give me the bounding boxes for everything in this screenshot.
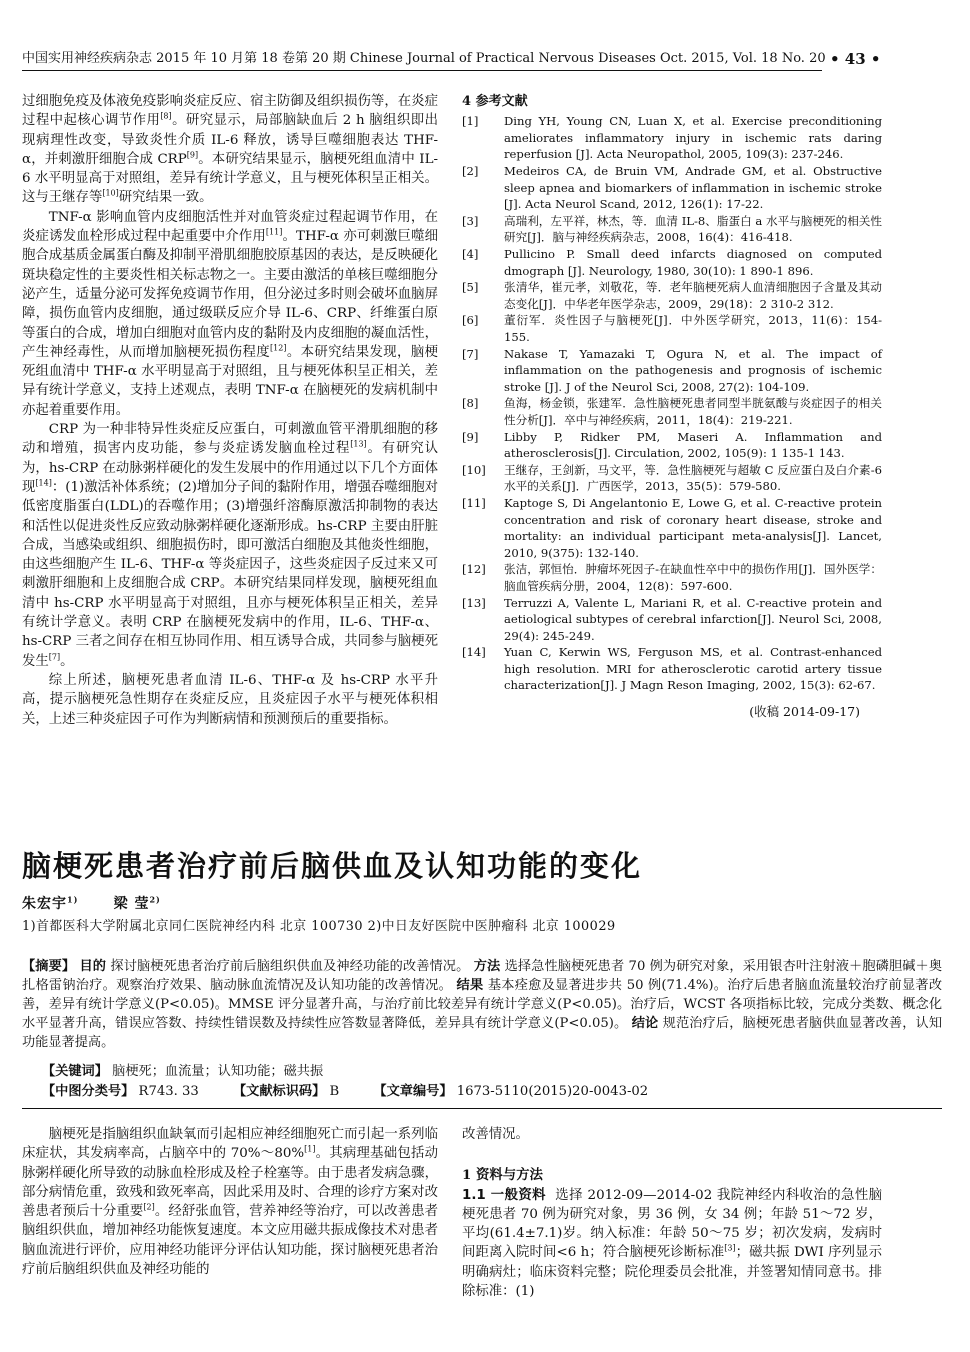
reference-item <box>462 495 882 561</box>
reference-item <box>462 279 882 312</box>
reference-text: Ding YH, Young CN, Luan X, et al. Exercise preconditioning ameliorates inflammatory injury in ischemic rats daring reperfusion [J]. Acta Neuropathol, 2005, 109(3): 237-246. <box>504 114 882 162</box>
running-header <box>22 50 948 68</box>
section-heading: 1 资料与方法 <box>462 1167 543 1184</box>
references-section <box>462 92 882 721</box>
affiliations: 1)首都医科大学附属北京同仁医院神经内科 北京 100730 2)中日友好医院中医肿瘤科 北京 100029 <box>22 919 616 934</box>
paragraph: 改善情况。 <box>462 1127 529 1142</box>
abstract <box>22 957 942 1052</box>
page-number: • 43 • <box>830 50 881 68</box>
reference-text: Medeiros CA, de Bruin VM, Andrade GM, et al. Obstructive sleep apnea and biomarkers of inflammation in ischemic stroke [J]. Acta Neurol Scand, 2012, 126(1): 17-22. <box>504 164 882 212</box>
reference-item <box>462 595 882 645</box>
reference-list <box>462 113 882 694</box>
reference-text: Nakase T, Yamazaki T, Ogura N, et al. The impact of inflammation on the pathogenesis and prognosis of ischemic stroke [J]. J of the Neurol Sci, 2008, 27(2): 104-109. <box>504 346 882 394</box>
article-number-value: 1673-5110(2015)20-0043-02 <box>456 1084 649 1099</box>
reference-text: 高瑞利，左平祥，林杰，等．血清 IL-8、脂蛋白 a 水平与脑梗死的相关性研究[J]．脑与神经疾病杂志，2008，16(4)：416-418. <box>504 213 882 245</box>
reference-item <box>462 346 882 396</box>
reference-item <box>462 113 882 163</box>
paragraph: 1.1 一般资料 选择 2012-09—2014-02 我院神经内科收治的急性脑梗死患者 70 例为研究对象，男 36 例，女 34 例；年龄 51～72 岁，平均(61.4±7.1)岁。纳入标准：年龄 50～75 岁；初次发病，发病时间距离入院时间<6 h；符合脑梗死诊断标准[3]；磁共振 DWI 序列显示明确病灶；临床资料完整；院伦理委员会批准，并签署知情同意书。排除标准：(1) <box>462 1187 883 1300</box>
reference-item <box>462 246 882 279</box>
reference-number: [1] <box>462 114 479 129</box>
abstract-method-label: 方法 <box>473 959 501 974</box>
clc-label: 【中图分类号】 <box>42 1084 135 1099</box>
article-number-label: 【文章编号】 <box>373 1084 453 1099</box>
reference-number: [11] <box>462 495 486 510</box>
reference-item <box>462 312 882 345</box>
abstract-conclusion: 规范治疗后，脑梗死患者脑供血显著改善，认知功能显著提高。 <box>22 1016 943 1050</box>
reference-text: 董衍军．炎性因子与脑梗死[J]．中外医学研究，2013，11(6)：154-155. <box>504 313 882 345</box>
reference-number: [10] <box>462 462 486 477</box>
reference-number: [8] <box>462 396 479 411</box>
reference-item <box>462 395 882 428</box>
paragraph: CRP 为一种非特异性炎症反应蛋白，可刺激血管平滑肌细胞的移动和增殖，损害内皮功能，参与炎症诱发脑血栓过程[13]。有研究认为，hs-CRP 在动脉粥样硬化的发生发展中的作用通过以下几个方面体现[14]：(1)激活补体系统；(2)增加分子间的黏附作用，增强吞噬细胞对低密度脂蛋白(LDL)的吞噬作用；(3)增强纤溶酶原激活抑制物的表达和活性以促进炎性反应致动脉粥样硬化逐渐形成。hs-CRP 主要由肝脏合成，当感染或组织、细胞损伤时，即可激活白细胞及其他炎性细胞，由这些细胞产生 IL-6、THF-α 等炎症因子，这些炎症因子反过来又可刺激肝细胞和上皮细胞合成 CRP。本研究结果同样发现，脑梗死组血清中 hs-CRP 水平明显高于对照组，且亦与梗死体积呈正相关，差异有统计学意义。表明 CRP 在脑梗死发病中的作用，IL-6、THF-α、hs-CRP 三者之间存在相互协同作用、相互诱导合成，共同参与脑梗死发生[7]。 <box>22 422 439 669</box>
divider <box>22 1108 942 1109</box>
reference-item <box>462 561 882 594</box>
paragraph: TNF-α 影响血管内皮细胞活性并对血管炎症过程起调节作用，在炎症诱发血栓形成过程中起重要中介作用[11]。THF-α 亦可刺激巨噬细胞合成基质金属蛋白酶及抑制平滑肌细胞胶原基因的表达，是反映硬化斑块稳定性的主要炎性相关标志物之一。主要由激活的单核巨噬细胞分泌产生，适量分泌可发挥免疫调节作用，但分泌过多时则会破坏血脑屏障，损伤血管内皮细胞，通过级联反应介导 IL-6、CRP、纤维蛋白原等蛋白的合成，增加白细胞对血管内皮的黏附及内皮细胞的凝血活性，产生神经毒性，从而增加脑梗死损伤程度[12]。本研究结果发现，脑梗死组血清中 THF-α 水平明显高于对照组，且与梗死体积呈正相关，差异有统计学意义，支持上述观点，表明 TNF-α 在脑梗死的发病机制中亦起着重要作用。 <box>22 209 439 418</box>
reference-number: [4] <box>462 247 479 262</box>
paragraph: 过细胞免疫及体液免疫影响炎症反应、宿主防御及组织损伤等，在炎症过程中起核心调节作用[8]。研究显示，局部脑缺血后 2 h 脑组织即出现病理性改变，导致炎性介质 IL-6 释放，诱导巨噬细胞表达 THF-α，并刺激肝细胞合成 CRP[9]。本研究结果显示，脑梗死组血清中 IL-6 水平明显高于对照组，差异有统计学意义，且与梗死体积呈正相关。这与王继存等[10]研究结果一致。 <box>22 94 439 206</box>
abstract-method: 选择急性脑梗死患者 70 例为研究对象，采用银杏叶注射液＋胞磷胆碱＋奥扎格雷钠治疗。观察治疗效果、脑动脉血流情况及认知功能的改善情况。 <box>22 959 943 993</box>
classification-line <box>42 1082 648 1101</box>
references-heading: 4 参考文献 <box>462 94 528 109</box>
introduction-left <box>22 1125 438 1279</box>
abstract-conclusion-label: 结论 <box>631 1016 659 1031</box>
left-column-discussion <box>22 92 438 729</box>
reference-text: Terruzzi A, Valente L, Mariani R, et al. C-reactive protein and aetiological subtypes of cerebral infarction[J]. Neurol Sci, 2008, 29(4): 245-249. <box>504 595 882 643</box>
journal-line: 中国实用神经疾病杂志 2015 年 10 月第 18 卷第 20 期 Chinese Journal of Practical Nervous Diseases Oct. 2015, Vol. 18 No. 20 <box>22 51 826 66</box>
doc-code-label: 【文献标识码】 <box>232 1084 326 1099</box>
author-name: 梁 莹 <box>113 896 150 912</box>
received-date: (收稿 2014-09-17) <box>749 704 860 720</box>
reference-text: 张清华，崔元孝，刘敬花，等．老年脑梗死病人血清细胞因子含量及其动态变化[J]．中华老年医学杂志，2009，29(18)：2 310-2 312. <box>504 280 882 311</box>
abstract-goal: 探讨脑梗死患者治疗前后脑组织供血及神经功能的改善情况。 <box>110 959 470 974</box>
header-rule <box>22 70 822 71</box>
body-right <box>462 1125 882 1301</box>
reference-text: Kaptoge S, Di Angelantonio E, Lowe G, et al. C-reactive protein concentration and risk of coronary heart disease, stroke and mortality: an individual participant meta-analysis[J]. Lancet, 2010, 9(375): 132-140. <box>504 495 882 560</box>
author-line: 朱宏宇$^{1)}$ 梁 莹$^{2)}$ <box>22 894 161 912</box>
reference-text: 张洁，郭恒怡．肿瘤坏死因子-在缺血性卒中中的损伤作用[J]．国外医学：脑血管疾病分册，2004，12(8)：597-600. <box>504 562 882 593</box>
abstract-goal-label: 目的 <box>79 959 107 974</box>
reference-number: [3] <box>462 213 479 228</box>
reference-number: [6] <box>462 313 479 328</box>
reference-text: Yuan C, Kerwin WS, Ferguson MS, et al. Contrast-enhanced high resolution. MRI for atherosclerotic carotid artery tissue characterization[J]. J Magn Reson Imaging, 2002, 15(3): 62-67. <box>504 645 882 693</box>
reference-item <box>462 429 882 462</box>
author-name: 朱宏宇 <box>22 896 67 912</box>
reference-number: [5] <box>462 280 479 295</box>
reference-number: [14] <box>462 645 486 660</box>
abstract-label: 【摘要】 <box>22 959 76 974</box>
reference-number: [9] <box>462 429 479 444</box>
paragraph: 综上所述，脑梗死患者血清 IL-6、THF-α 及 hs-CRP 水平升高，提示脑梗死急性期存在炎症反应，且炎症因子水平与梗死体积相关，上述三种炎症因子可作为判断病情和预测预后的重要指标。 <box>22 672 438 727</box>
reference-item <box>462 462 882 495</box>
reference-number: [2] <box>462 164 479 179</box>
reference-text: 鱼海，杨金锁，张建军．急性脑梗死患者同型半胱氨酸与炎症因子的相关性分析[J]．卒中与神经疾病，2011，18(4)：219-221. <box>504 396 882 427</box>
abstract-result: 基本痊愈及显著进步共 50 例(71.4%)。治疗后患者脑血流量较治疗前显著改善，差异有统计学意义(P<0.05)。MMSE 评分显著升高，与治疗前比较差异有统计学意义(P<0.05)。治疗后，WCST 各项指标比较，完成分类数、概念化水平显著升高，错误应答数、持续性错误数及持续性应答数显著降低，差异具有统计学意义(P<0.05)。 <box>22 978 943 1031</box>
clc-value: R743. 33 <box>138 1084 199 1099</box>
reference-number: [13] <box>462 595 486 610</box>
paragraph: 脑梗死是指脑组织血缺氧而引起相应神经细胞死亡而引起一系列临床症状，其发病率高，占脑卒中的 70%～80%[1]。其病理基础包括动脉粥样硬化所导致的动脉血栓形成及栓子栓塞等。由于患者发病急骤，部分病情危重，致残和致死率高，因此采用及时、合理的诊疗方案对改善患者预后十分重要[2]。经舒张血管，营养神经等治疗，可以改善患者脑组织供血，增加神经功能恢复速度。本文应用磁共振成像技术对患者脑血流进行评价，应用神经功能评分评估认知功能，探讨脑梗死患者治疗前后脑组织供血及神经功能的 <box>22 1127 439 1278</box>
reference-item <box>462 163 882 213</box>
keywords <box>42 1062 323 1081</box>
reference-text: 王继存，王剑新，马文平，等．急性脑梗死与超敏 C 反应蛋白及白介素-6 水平的关系[J]．广西医学，2013，35(5)：579-580. <box>504 462 882 494</box>
doc-code-value: B <box>329 1084 340 1099</box>
reference-number: [12] <box>462 562 486 577</box>
article-title: 脑梗死患者治疗前后脑供血及认知功能的变化 <box>22 849 643 883</box>
subsection-label: 1.1 一般资料 <box>462 1187 546 1203</box>
reference-text: Libby P, Ridker PM, Maseri A. Inflammation and atherosclerosis[J]. Circulation, 2002, 105(9): 1 135-1 143. <box>504 429 882 461</box>
reference-item <box>462 644 882 694</box>
abstract-result-label: 结果 <box>456 978 484 993</box>
keywords-text: 脑梗死；血流量；认知功能；磁共振 <box>112 1064 324 1079</box>
reference-item <box>462 213 882 246</box>
keywords-label: 【关键词】 <box>42 1064 108 1079</box>
reference-number: [7] <box>462 346 479 361</box>
reference-text: Pullicino P. Small deed infarcts diagnosed on computed dmograph [J]. Neurology, 1980, 30(10): 1 890-1 896. <box>504 247 882 278</box>
